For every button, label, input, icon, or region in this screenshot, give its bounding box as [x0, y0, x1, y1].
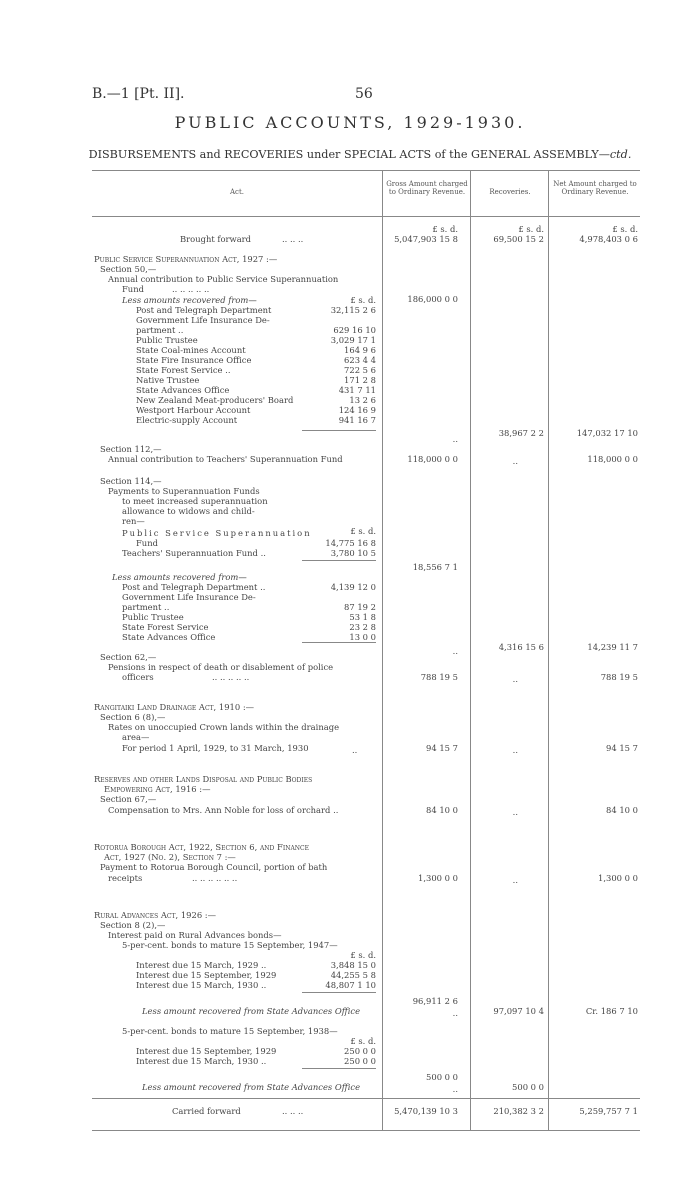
sec114-rec: 4,316 15 6 [498, 642, 544, 652]
list-item-name: Interest due 15 March, 1930 .. [136, 1056, 267, 1066]
list-item-name: New Zealand Meat-producers' Board [136, 395, 294, 405]
list-item-name: Government Life Insurance De- [136, 315, 270, 325]
list-item-name: Interest due 15 March, 1929 .. [136, 960, 267, 970]
section-label: Section 112,— [100, 444, 162, 454]
item-text: Annual contribution to Public Service Superannuation [108, 274, 339, 284]
item-text: Payments to Superannuation Funds [108, 486, 260, 496]
pss-gross: 186,000 0 0 [407, 294, 458, 304]
item-text: Payment to Rotorua Borough Council, portion of bath [100, 862, 328, 872]
reserves-heading: Reserves and other Lands Disposal and Public Bodies [94, 774, 313, 784]
rang-gross: 94 15 7 [426, 743, 458, 753]
list-item-amount: 13 0 0 [349, 632, 376, 642]
dots: .. [512, 674, 518, 684]
leader-dots: .. .. .. .. .. [172, 284, 210, 294]
brought-forward-net: 4,978,403 0 6 [579, 234, 638, 244]
rur1947-net: Cr. 186 7 10 [585, 1006, 638, 1016]
dots: .. [452, 646, 458, 656]
list-item-name: Post and Telegraph Department [136, 305, 272, 315]
brought-forward-rec: 69,500 15 2 [493, 234, 544, 244]
rot-gross: 1,300 0 0 [418, 873, 458, 883]
dots: .. [512, 456, 518, 466]
list-item-name: Public Trustee [136, 335, 198, 345]
lsd-net: £ s. d. [612, 224, 638, 234]
list-item-amount: 4,139 12 0 [330, 582, 376, 592]
list-item-amount: 941 16 7 [338, 415, 376, 425]
amount: 14,775 16 8 [325, 538, 376, 548]
brought-forward-label: Brought forward [180, 234, 252, 244]
pss-act-heading: Public Service Superannuation Act, 1927 :— [94, 254, 278, 264]
rur1947-gross: 96,911 2 6 [412, 996, 458, 1006]
accounts-table [92, 170, 640, 1130]
list-item-name: Native Trustee [136, 375, 200, 385]
sec62-gross: 788 19 5 [420, 672, 458, 682]
list-item-name: Government Life Insurance De- [122, 592, 256, 602]
item-text: to meet increased superannuation [122, 496, 268, 506]
leader-dots: .. .. .. [282, 1106, 304, 1116]
lsd-sub: £ s. d. [350, 950, 376, 960]
list-item-name: Electric-supply Account [136, 415, 238, 425]
document-reference: B.—1 [Pt. II]. [92, 86, 185, 102]
list-item-amount: 13 2 6 [349, 395, 376, 405]
pss-rec: 38,967 2 2 [498, 428, 544, 438]
rotorua-heading-2: Act, 1927 (No. 2), Section 7 :— [104, 852, 236, 862]
pss-net: 147,032 17 10 [576, 428, 638, 438]
section-label: Section 6 (8),— [100, 712, 166, 722]
carried-forward-rec: 210,382 3 2 [493, 1106, 544, 1116]
dots: .. [452, 1008, 458, 1018]
list-item-amount: 124 16 9 [338, 405, 376, 415]
item-text: area— [122, 732, 150, 742]
list-item-amount: 48,807 1 10 [325, 980, 376, 990]
sec112-gross: 118,000 0 0 [407, 454, 458, 464]
lsd-sub: £ s. d. [350, 1036, 376, 1046]
list-item-name: Interest due 15 September, 1929 [136, 1046, 277, 1056]
list-item-amount: 250 0 0 [344, 1046, 376, 1056]
less-line: Less amount recovered from State Advances Office [142, 1006, 361, 1016]
item-text: Annual contribution to Teachers' Superannuation Fund [108, 454, 343, 464]
item-text: Fund [122, 284, 144, 294]
list-item-name: State Advances Office [136, 385, 230, 395]
dots: .. [512, 745, 518, 755]
list-item-amount: 3,848 15 0 [330, 960, 376, 970]
list-item-name: Interest due 15 March, 1930 .. [136, 980, 267, 990]
page-number: 56 [355, 86, 373, 102]
list-item-amount: 623 4 4 [344, 355, 376, 365]
list-item-amount: 32,115 2 6 [330, 305, 376, 315]
list-item-amount: 629 16 10 [333, 325, 376, 335]
dots: .. [512, 875, 518, 885]
res-net: 84 10 0 [606, 805, 638, 815]
dots: .. [452, 1084, 458, 1094]
item-text: officers [122, 672, 154, 682]
res-gross: 84 10 0 [426, 805, 458, 815]
list-item-name: State Fire Insurance Office [136, 355, 252, 365]
carried-forward-gross: 5,470,139 10 3 [394, 1106, 458, 1116]
list-item-name: partment .. [122, 602, 170, 612]
sec112-net: 118,000 0 0 [587, 454, 638, 464]
item-text: For period 1 April, 1929, to 31 March, 1930 [122, 743, 309, 753]
lsd-sub: £ s. d. [350, 526, 376, 536]
section-label: Section 114,— [100, 476, 162, 486]
lsd-rec: £ s. d. [518, 224, 544, 234]
item-text: Fund [136, 538, 158, 548]
section-label: Section 8 (2),— [100, 920, 166, 930]
list-item-name: State Advances Office [122, 632, 216, 642]
reserves-heading-2: Empowering Act, 1916 :— [104, 784, 211, 794]
list-item-amount: 171 2 8 [344, 375, 376, 385]
item-text: 5-per-cent. bonds to mature 15 September, 1938— [122, 1026, 338, 1036]
leader-dots: .. .. .. [282, 234, 304, 244]
item-text: Public Service Superannuation [122, 528, 312, 538]
dots: .. [512, 807, 518, 817]
list-item-name: partment .. [136, 325, 184, 335]
brought-forward-gross: 5,047,903 15 8 [394, 234, 458, 244]
dots: .. [452, 434, 458, 444]
rur1938-rec: 500 0 0 [512, 1082, 544, 1092]
list-item-amount: 53 1 8 [349, 612, 376, 622]
rangitaiki-heading: Rangitaiki Land Drainage Act, 1910 :— [94, 702, 255, 712]
col-act: Act. [229, 188, 244, 196]
less-heading: Less amounts recovered from— [122, 295, 257, 305]
less-heading: Less amounts recovered from— [112, 572, 247, 582]
sec114-gross: 18,556 7 1 [412, 562, 458, 572]
amount: 3,780 10 5 [330, 548, 376, 558]
list-item-name: Public Trustee [122, 612, 184, 622]
item-text: allowance to widows and child- [122, 506, 255, 516]
rur1947-rec: 97,097 10 4 [493, 1006, 544, 1016]
rotorua-heading: Rotorua Borough Act, 1922, Section 6, and Finance [94, 842, 309, 852]
col-recoveries: Recoveries. [489, 188, 531, 196]
section-label: Section 50,— [100, 264, 157, 274]
list-item-amount: 23 2 8 [349, 622, 376, 632]
list-item-amount: 44,255 5 8 [330, 970, 376, 980]
list-item-name: Westport Harbour Account [136, 405, 251, 415]
list-item-name: Post and Telegraph Department .. [122, 582, 266, 592]
list-item-name: State Coal-mines Account [136, 345, 246, 355]
list-item-amount: 3,029 17 1 [330, 335, 376, 345]
item-text: ren— [122, 516, 145, 526]
leader-dots: .. .. .. .. .. .. [192, 873, 238, 883]
item-text: Interest paid on Rural Advances bonds— [108, 930, 282, 940]
rot-net: 1,300 0 0 [598, 873, 638, 883]
list-item-name: State Forest Service [122, 622, 209, 632]
item-text: Pensions in respect of death or disablement of police [108, 662, 334, 672]
dots: .. [352, 745, 358, 755]
item-text: receipts [108, 873, 143, 883]
list-item-name: Interest due 15 September, 1929 [136, 970, 277, 980]
less-line: Less amount recovered from State Advances Office [142, 1082, 361, 1092]
list-item-amount: 722 5 6 [344, 365, 376, 375]
item-text: Compensation to Mrs. Ann Noble for loss of orchard .. [108, 805, 339, 815]
page-title: PUBLIC ACCOUNTS, 1929-1930. [174, 113, 526, 132]
sec114-net: 14,239 11 7 [587, 642, 638, 652]
list-item-amount: 87 19 2 [344, 602, 376, 612]
col-gross: Gross Amount charged to Ordinary Revenue. [386, 180, 468, 196]
lsd-sub: £ s. d. [350, 295, 376, 305]
lsd-gross: £ s. d. [432, 224, 458, 234]
rural-heading: Rural Advances Act, 1926 :— [94, 910, 217, 920]
list-item-name: State Forest Service .. [136, 365, 231, 375]
leader-dots: .. .. .. .. .. [212, 672, 250, 682]
section-label: Section 62,— [100, 652, 157, 662]
rang-net: 94 15 7 [606, 743, 638, 753]
list-item-amount: 431 7 11 [338, 385, 376, 395]
sec62-net: 788 19 5 [600, 672, 638, 682]
item-text: Teachers' Superannuation Fund .. [122, 548, 266, 558]
carried-forward-label: Carried forward [172, 1106, 241, 1116]
list-item-amount: 164 9 6 [344, 345, 376, 355]
section-label: Section 67,— [100, 794, 157, 804]
rur1938-gross: 500 0 0 [426, 1072, 458, 1082]
page-subtitle: DISBURSEMENTS and RECOVERIES under SPECIAL ACTS of the GENERAL ASSEMBLY—ctd. [88, 148, 632, 161]
item-text: 5-per-cent. bonds to mature 15 September, 1947— [122, 940, 338, 950]
list-item-amount: 250 0 0 [344, 1056, 376, 1066]
carried-forward-net: 5,259,757 7 1 [579, 1106, 638, 1116]
item-text: Rates on unoccupied Crown lands within the drainage [108, 722, 340, 732]
col-net: Net Amount charged to Ordinary Revenue. [553, 180, 637, 196]
